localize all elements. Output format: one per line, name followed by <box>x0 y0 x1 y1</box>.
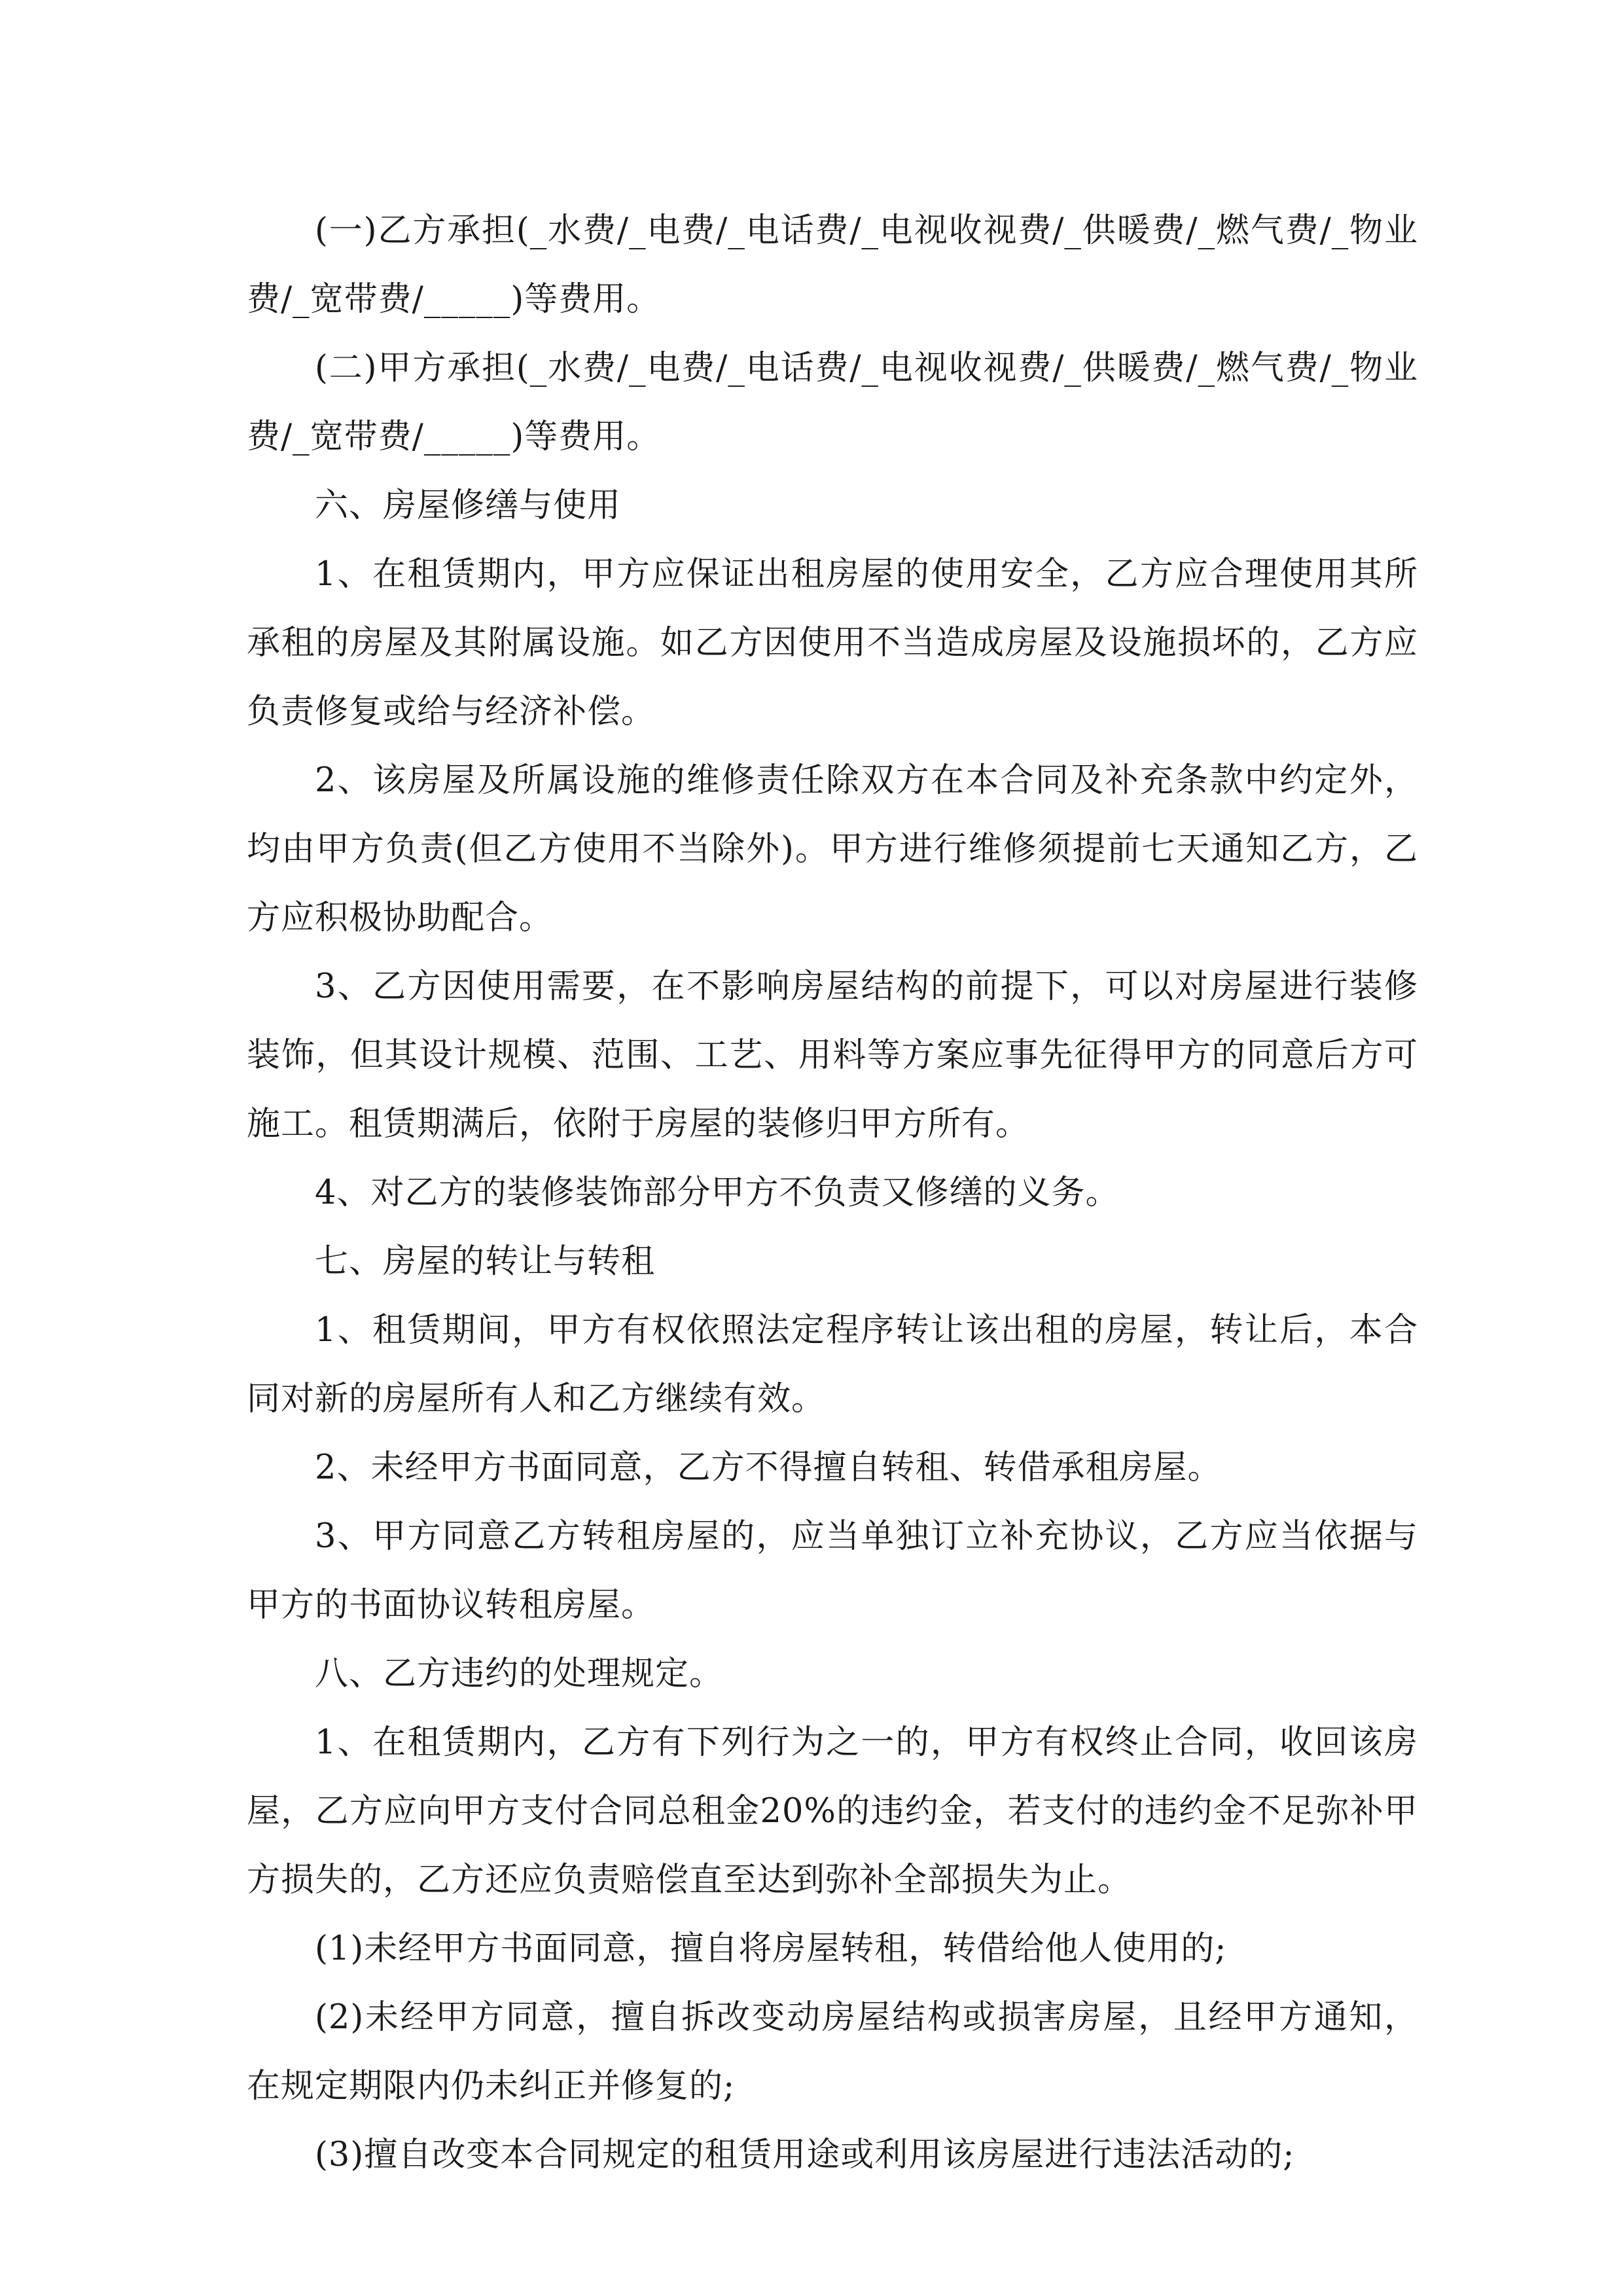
section-heading-breach-party-b: 八、乙方违约的处理规定。 <box>315 1655 724 1693</box>
paragraph-transfer-2: 2、未经甲方书面同意，乙方不得擅自转租、转借承租房屋。 <box>315 1448 1222 1487</box>
paragraph-breach-item-3: (3)擅自改变本合同规定的租赁用途或利用该房屋进行违法活动的; <box>315 2136 1295 2174</box>
paragraph-repair-4: 4、对乙方的装修装饰部分甲方不负责又修缮的义务。 <box>315 1174 1120 1212</box>
paragraph-repair-3: 3、乙方因使用需要，在不影响房屋结构的前提下，可以对房屋进行装修装饰，但其设计规模、范围、工艺、用料等方案应事先征得甲方的同意后方可施工。租赁期满后，依附于房屋的装修归甲方所有。 <box>247 967 1418 1143</box>
paragraph-breach-1: 1、在租赁期内，乙方有下列行为之一的，甲方有权终止合同，收回该房屋，乙方应向甲方支付合同总租金20%的违约金，若支付的违约金不足弥补甲方损失的，乙方还应负责赔偿直至达到弥补全部损失为止。 <box>247 1723 1418 1899</box>
paragraph-party-b-fees: (一)乙方承担(_水费/_电费/_电话费/_电视收视费/_供暖费/_燃气费/_物业费/_宽带费/_____)等费用。 <box>247 211 1418 319</box>
paragraph-party-a-fees: (二)甲方承担(_水费/_电费/_电话费/_电视收视费/_供暖费/_燃气费/_物业费/_宽带费/_____)等费用。 <box>247 349 1418 456</box>
paragraph-transfer-3: 3、甲方同意乙方转租房屋的，应当单独订立补充协议，乙方应当依据与甲方的书面协议转租房屋。 <box>247 1517 1418 1624</box>
paragraph-repair-2: 2、该房屋及所属设施的维修责任除双方在本合同及补充条款中约定外，均由甲方负责(但乙方使用不当除外)。甲方进行维修须提前七天通知乙方，乙方应积极协助配合。 <box>247 761 1418 937</box>
paragraph-breach-item-1: (1)未经甲方书面同意，擅自将房屋转租，转借给他人使用的; <box>315 1929 1227 1968</box>
paragraph-breach-item-2: (2)未经甲方同意，擅自拆改变动房屋结构或损害房屋，且经甲方通知，在规定期限内仍未纠正并修复的; <box>247 1998 1418 2106</box>
paragraph-repair-1: 1、在租赁期内，甲方应保证出租房屋的使用安全，乙方应合理使用其所承租的房屋及其附属设施。如乙方因使用不当造成房屋及设施损坏的，乙方应负责修复或给与经济补偿。 <box>247 555 1418 731</box>
document-body <box>247 196 1418 2189</box>
section-heading-transfer-sublease: 七、房屋的转让与转租 <box>315 1242 656 1281</box>
paragraph-transfer-1: 1、租赁期间，甲方有权依照法定程序转让该出租的房屋，转让后，本合同对新的房屋所有人和乙方继续有效。 <box>247 1311 1418 1418</box>
section-heading-repair-use: 六、房屋修缮与使用 <box>315 486 622 525</box>
